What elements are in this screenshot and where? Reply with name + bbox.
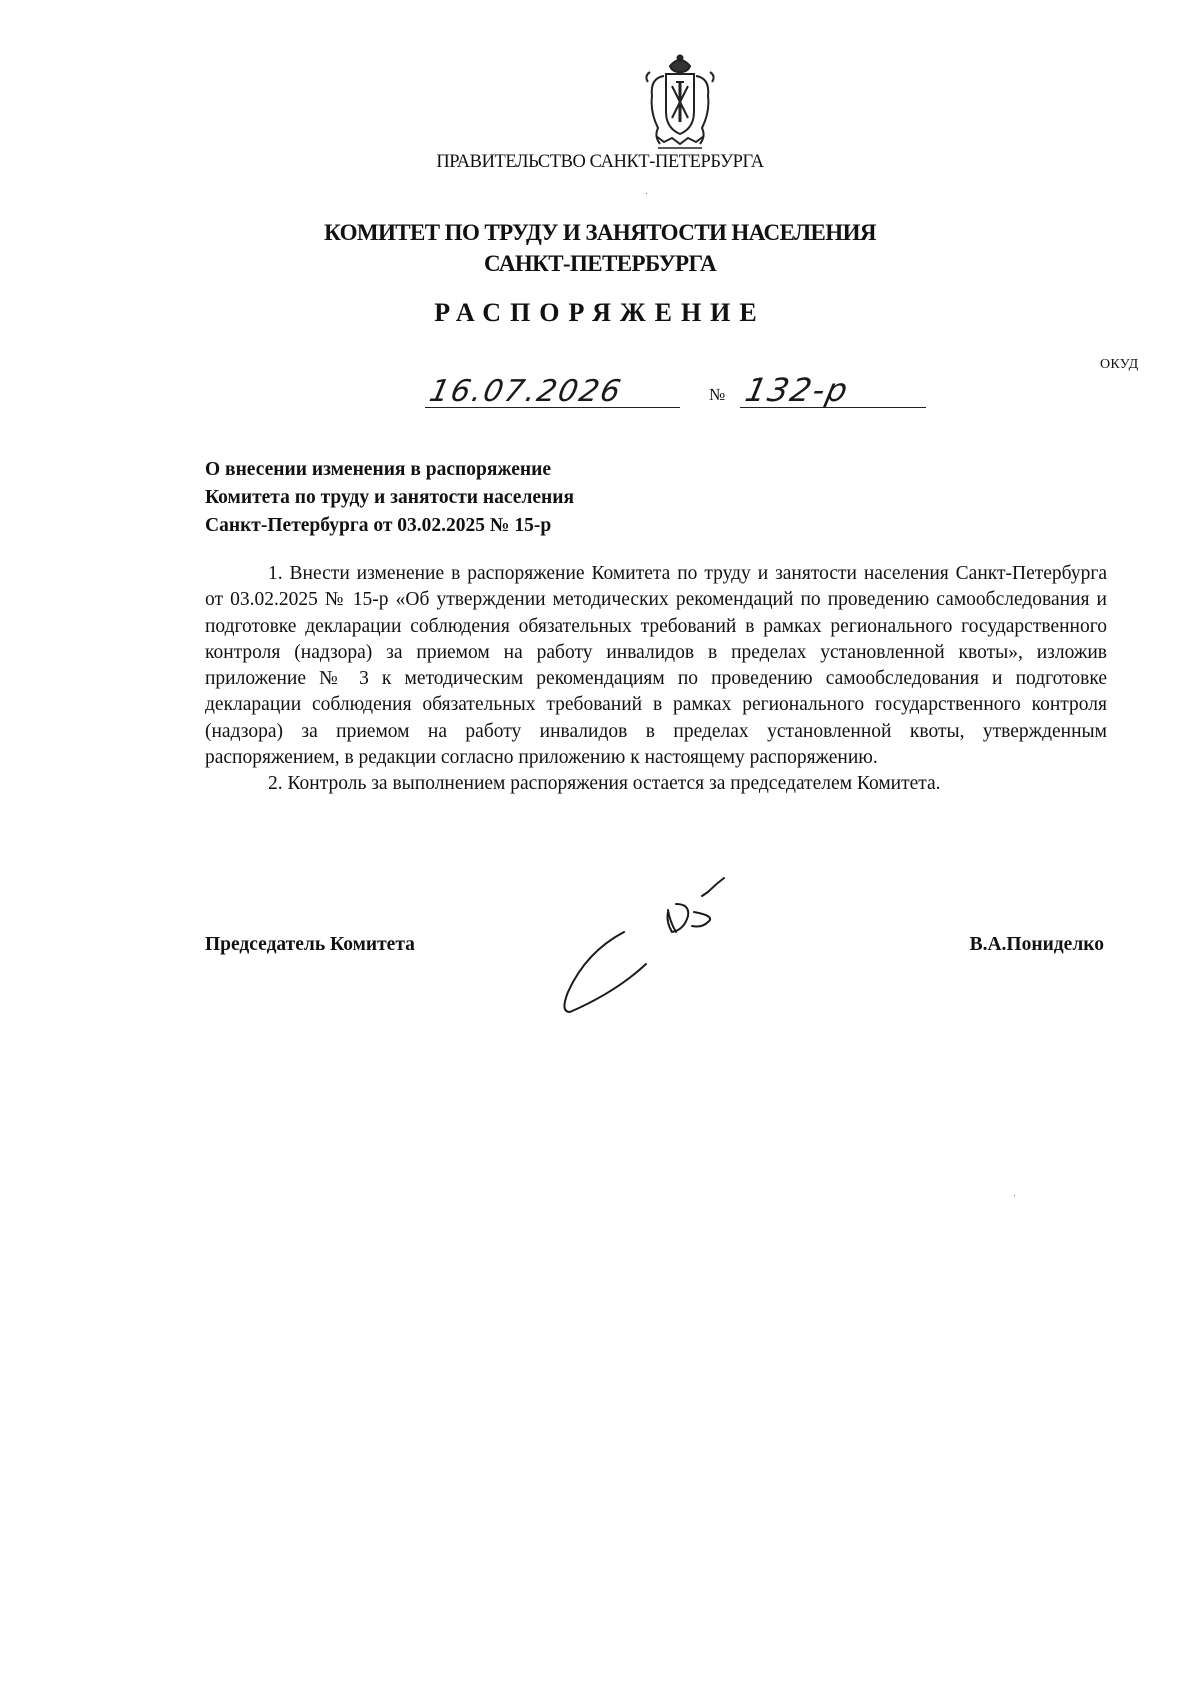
registration-number: 132-р [741, 371, 853, 409]
subject-line: О внесении изменения в распоряжение [205, 459, 552, 480]
scan-speck [646, 193, 647, 194]
okud-label: ОКУД [1100, 357, 1139, 372]
subject-line: Санкт-Петербурга от 03.02.2025 № 15-р [205, 515, 552, 536]
document-body [205, 561, 1107, 798]
document-subject [205, 456, 574, 540]
signatory-position: Председатель Комитета [205, 934, 415, 955]
registration-date: 16.07.2026 [426, 374, 626, 409]
paragraph-2: 2. Контроль за выполнением распоряжения остается за председателем Комитета. [268, 773, 941, 795]
paragraph-1: 1. Внести изменение в распоряжение Комитета по труду и занятости населения Санкт-Петербурга от 03.02.2025 № 15-р «Об утверждении методических рекомендаций по проведению самообследования и подготовке декларации соблюдения обязательных требований в рамках регионального государственного контроля (надзора) за приемом на работу инвалидов в пределах установленной квоты», изложив приложение № 3 к методическим рекомендациям по проведению самообследования и подготовке декларации соблюдения обязательных требований в рамках регионального государственного контроля (надзора) за приемом на работу инвалидов в пределах установленной квоты, утвержденным распоряжением, в редакции согласно приложению к настоящему распоряжению. [205, 563, 1107, 769]
document-type: РАСПОРЯЖЕНИЕ [434, 298, 766, 327]
subject-line: Комитета по труду и занятости населения [205, 487, 575, 508]
handwritten-signature [556, 872, 756, 1032]
government-title: ПРАВИТЕЛЬСТВО САНКТ-ПЕТЕРБУРГА [436, 151, 764, 172]
signatory-name: В.А.Пониделко [969, 934, 1104, 955]
committee-title-line1: КОМИТЕТ ПО ТРУДУ И ЗАНЯТОСТИ НАСЕЛЕНИЯ [324, 220, 876, 245]
committee-title-line2: САНКТ-ПЕТЕРБУРГА [483, 251, 717, 276]
coat-of-arms-icon [640, 52, 720, 152]
number-sign: № [709, 385, 726, 404]
scan-speck [1014, 1195, 1015, 1196]
number-underline [740, 407, 926, 408]
date-underline [425, 407, 680, 408]
